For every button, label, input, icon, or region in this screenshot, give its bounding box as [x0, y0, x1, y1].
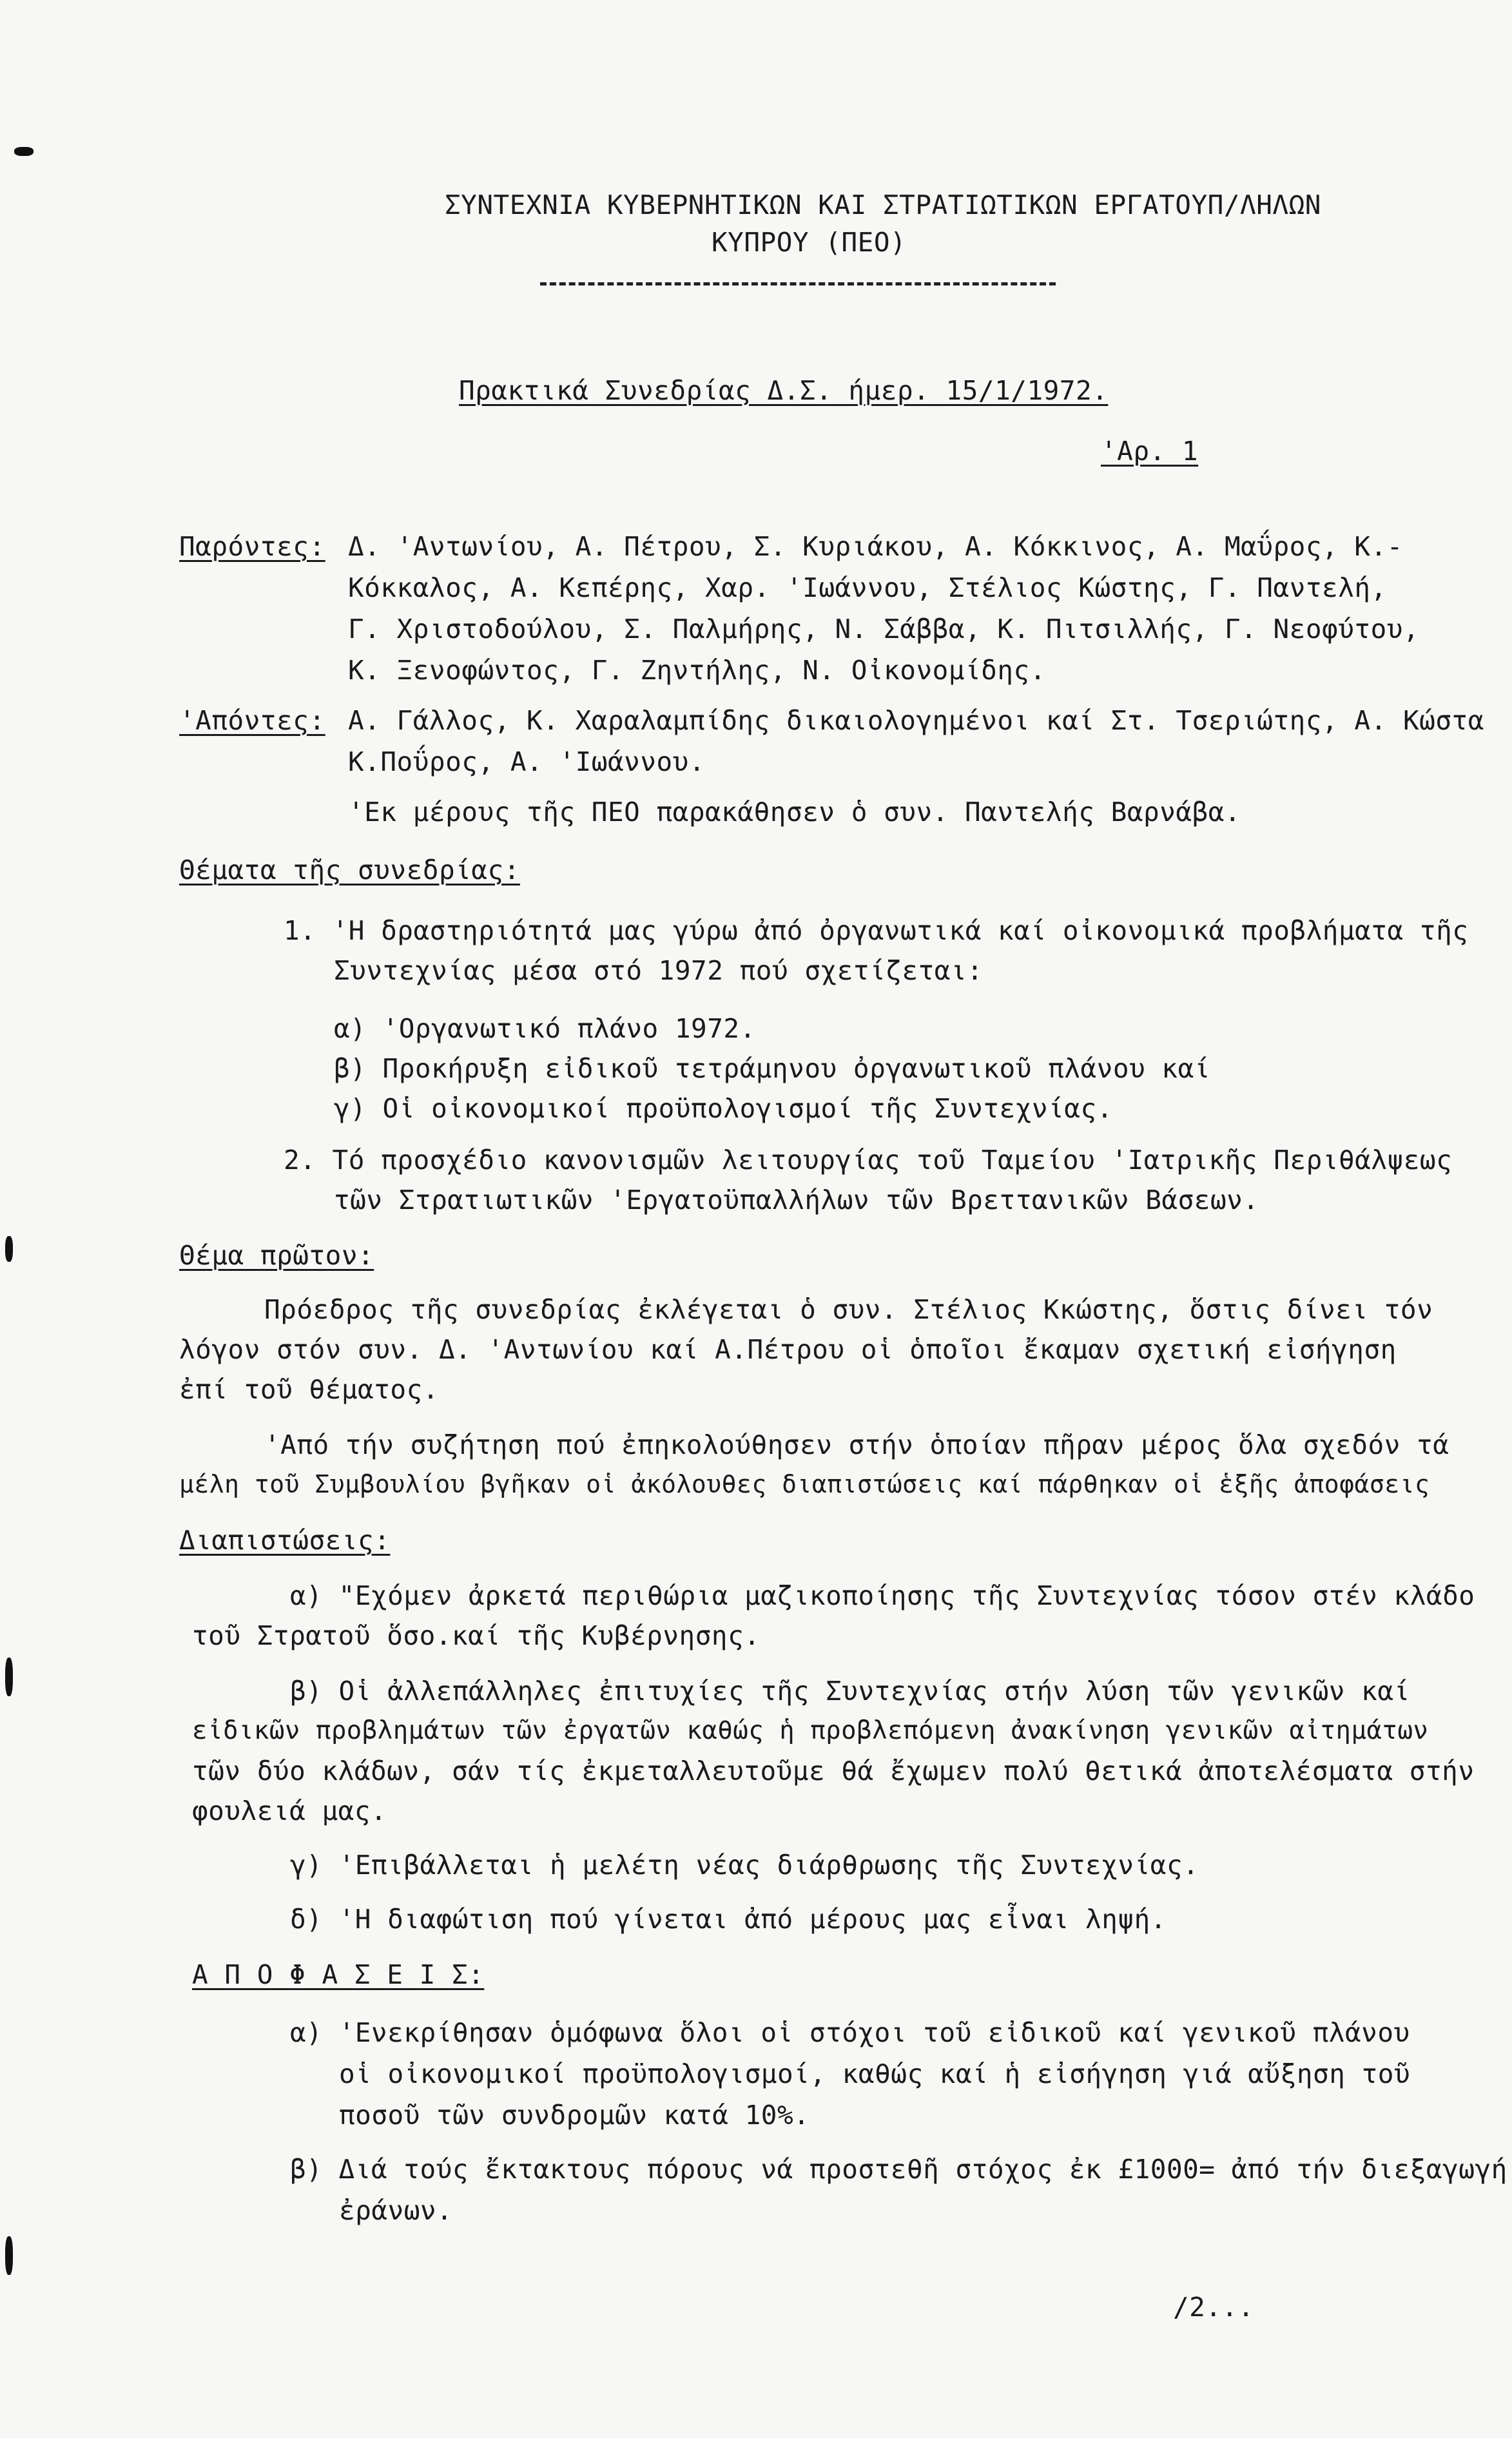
peo-attendance-note: 'Εκ μέρους τῆς ΠΕΟ παρακάθησεν ὁ συν. Παντελής Βαρνάβα.: [348, 797, 1241, 827]
scan-speck: [5, 1658, 13, 1696]
present-line: Κόκκαλος, Α. Κεπέρης, Χαρ. 'Ιωάννου, Στέλιος Κώστης, Γ. Παντελή,: [348, 572, 1387, 603]
finding-b: β) Οἱ ἀλλεπάλληλες ἐπιτυχίες τῆς Συντεχνίας στήν λύση τῶν γενικῶν καί: [290, 1676, 1410, 1707]
decision-a-cont: οἱ οἰκονομικοί προϋπολογισμοί, καθώς καί ἡ εἰσήγηση γιά αὔξηση τοῦ: [339, 2058, 1411, 2089]
present-line: Γ. Χριστοδούλου, Σ. Παλμήρης, Ν. Σάββα, Κ. Πιτσιλλής, Γ. Νεοφύτου,: [348, 614, 1420, 644]
agenda-subitem: α) 'Οργανωτικό πλάνο 1972.: [334, 1013, 756, 1044]
agenda-item-1-cont: Συντεχνίας μέσα στό 1972 πού σχετίζεται:: [334, 955, 984, 986]
decisions-label: Α Π Ο Φ Α Σ Ε Ι Σ:: [192, 1959, 485, 1990]
first-topic-para1: ἐπί τοῦ θέματος.: [179, 1374, 439, 1405]
absent-line: Α. Γάλλος, Κ. Χαραλαμπίδης δικαιολογημένοι καί Στ. Τσεριώτης, Α. Κώστα: [348, 705, 1484, 736]
scan-speck: [5, 1236, 13, 1262]
decision-b-cont: ἐράνων.: [339, 2195, 453, 2226]
agenda-item-1: 1. 'Η δραστηριότητά μας γύρω ἀπό ὀργανωτικά καί οἰκονομικά προβλήματα τῆς: [284, 915, 1469, 946]
document-number: 'Αρ. 1: [1101, 436, 1199, 467]
absent-label: 'Απόντες:: [179, 705, 325, 736]
first-topic-para2: μέλη τοῦ Συμβουλίου βγῆκαν οἱ ἀκόλουθες διαπιστώσεις καί πάρθηκαν οἱ ἑξῆς ἀποφάσεις: [179, 1470, 1430, 1498]
agenda-item-2: 2. Τό προσχέδιο κανονισμῶν λειτουργίας τοῦ Ταμείου 'Ιατρικῆς Περιθάλψεως: [284, 1145, 1453, 1175]
agenda-item-2-cont: τῶν Στρατιωτικῶν 'Εργατοϋπαλλήλων τῶν Βρεττανικῶν Βάσεων.: [334, 1185, 1259, 1215]
org-title-line2: ΚΥΠΡΟΥ (ΠΕΟ): [712, 227, 907, 258]
finding-b-cont: εἰδικῶν προβλημάτων τῶν ἐργατῶν καθώς ἡ προβλεπόμενη ἀνακίνηση γενικῶν αἰτημάτων: [192, 1716, 1429, 1745]
agenda-label: Θέματα τῆς συνεδρίας:: [179, 855, 520, 885]
org-title-line1: ΣΥΝΤΕΧΝΙΑ ΚΥΒΕΡΝΗΤΙΚΩΝ ΚΑΙ ΣΤΡΑΤΙΩΤΙΚΩΝ ΕΡΓΑΤΟΥΠ/ΛΗΛΩΝ: [445, 189, 1321, 220]
findings-label: Διαπιστώσεις:: [179, 1525, 391, 1556]
page-continuation: /2...: [1173, 2292, 1254, 2323]
scan-speck: [14, 147, 34, 156]
first-topic-para1: λόγον στόν συν. Δ. 'Αντωνίου καί Α.Πέτρου οἱ ὁποῖοι ἔκαμαν σχετική εἰσήγηση: [179, 1334, 1397, 1365]
header-divider: [540, 282, 1056, 285]
present-label: Παρόντες:: [179, 531, 325, 562]
finding-a-cont: τοῦ Στρατοῦ ὅσο.καί τῆς Κυβέρνησης.: [192, 1620, 761, 1651]
present-line: Κ. Ξενοφώντος, Γ. Ζηντήλης, Ν. Οἰκονομίδης.: [348, 655, 1046, 686]
first-topic-para1: Πρόεδρος τῆς συνεδρίας ἐκλέγεται ὁ συν. Στέλιος Κκώστης, ὅστις δίνει τόν: [264, 1294, 1433, 1325]
agenda-subitem: γ) Οἱ οἰκονομικοί προϋπολογισμοί τῆς Συντεχνίας.: [334, 1093, 1113, 1124]
absent-line: Κ.Ποΰρος, Α. 'Ιωάννου.: [348, 746, 706, 777]
finding-b-cont: τῶν δύο κλάδων, σάν τίς ἐκμεταλλευτοῦμε θά ἔχωμεν πολύ θετικά ἀποτελέσματα στήν: [192, 1756, 1475, 1786]
finding-c: γ) 'Επιβάλλεται ἡ μελέτη νέας διάρθρωσης τῆς Συντεχνίας.: [290, 1850, 1199, 1881]
minutes-title: Πρακτικά Συνεδρίας Δ.Σ. ήμερ. 15/1/1972.: [459, 375, 1109, 406]
decision-b: β) Διά τούς ἔκτακτους πόρους νά προστεθῆ στόχος ἐκ £1000= ἀπό τήν διεξαγωγή: [290, 2154, 1507, 2185]
scan-speck: [5, 2236, 13, 2275]
decision-a-cont: ποσοῦ τῶν συνδρομῶν κατά 10%.: [339, 2100, 810, 2131]
finding-a: α) "Εχόμεν ἀρκετά περιθώρια μαζικοποίησης τῆς Συντεχνίας τόσον στέν κλάδο: [290, 1580, 1475, 1611]
agenda-subitem: β) Προκήρυξη εἰδικοῦ τετράμηνου ὀργανωτικοῦ πλάνου καί: [334, 1053, 1210, 1084]
first-topic-para2: 'Από τήν συζήτηση πού ἐπηκολούθησεν στήν ὁποίαν πῆραν μέρος ὅλα σχεδόν τά: [264, 1429, 1449, 1460]
finding-b-cont: φουλειά μας.: [192, 1795, 387, 1826]
decision-a: α) 'Ενεκρίθησαν ὁμόφωνα ὅλοι οἱ στόχοι τοῦ εἰδικοῦ καί γενικοῦ πλάνου: [290, 2017, 1410, 2048]
finding-d: δ) 'Η διαφώτιση πού γίνεται ἀπό μέρους μας εἶναι ληψή.: [290, 1904, 1167, 1935]
first-topic-label: Θέμα πρῶτον:: [179, 1240, 374, 1271]
present-line: Δ. 'Αντωνίου, Α. Πέτρου, Σ. Κυριάκου, Α. Κόκκινος, Α. Μαΰρος, Κ.-: [348, 531, 1403, 562]
